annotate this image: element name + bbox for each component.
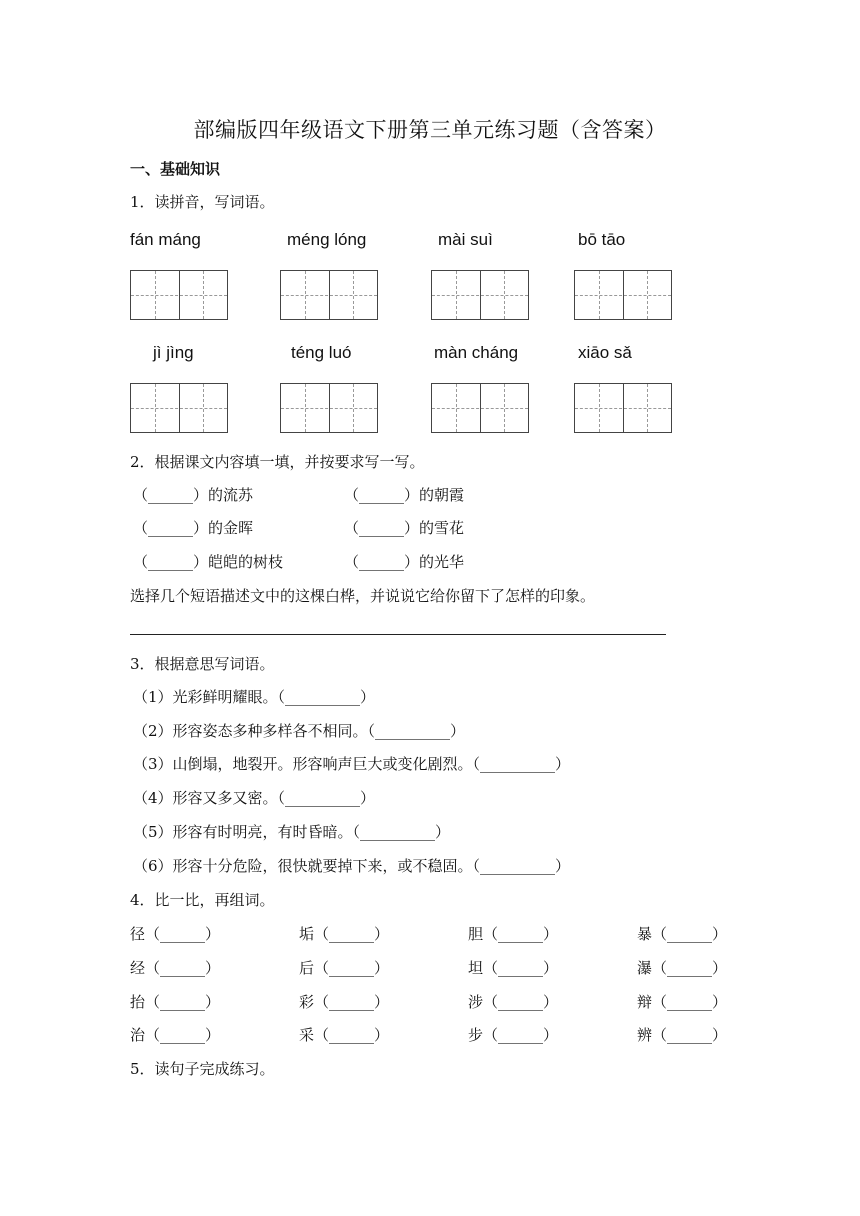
fill-blank-item[interactable]: （______）的金晖 bbox=[133, 519, 254, 537]
pinyin-label: mài suì bbox=[438, 230, 493, 249]
fill-blank-item[interactable]: （______）的光华 bbox=[344, 553, 465, 571]
word-compare-item[interactable]: 步（______） bbox=[468, 1026, 559, 1044]
word-compare-item[interactable]: 经（______） bbox=[130, 959, 221, 977]
word-compare-item[interactable]: 瀑（______） bbox=[637, 959, 728, 977]
question-5-prompt: 5．读句子完成练习。 bbox=[130, 1060, 275, 1078]
question-2-prompt: 2．根据课文内容填一填，并按要求写一写。 bbox=[130, 453, 425, 471]
definition-item[interactable]: （6）形容十分危险，很快就要掉下来，或不稳固。（__________） bbox=[133, 857, 571, 875]
section-heading: 一、基础知识 bbox=[130, 160, 221, 178]
word-compare-item[interactable]: 治（______） bbox=[130, 1026, 221, 1044]
question-3-prompt: 3．根据意思写词语。 bbox=[130, 655, 275, 673]
question-1-prompt: 1．读拼音，写词语。 bbox=[130, 193, 275, 211]
word-compare-item[interactable]: 抬（______） bbox=[130, 993, 221, 1011]
word-compare-item[interactable]: 采（______） bbox=[299, 1026, 390, 1044]
pinyin-label: xiāo sǎ bbox=[578, 343, 632, 362]
word-compare-item[interactable]: 胆（______） bbox=[468, 925, 559, 943]
word-compare-item[interactable]: 辩（______） bbox=[637, 993, 728, 1011]
word-compare-item[interactable]: 后（______） bbox=[299, 959, 390, 977]
writing-grid[interactable] bbox=[130, 270, 228, 320]
writing-grid[interactable] bbox=[574, 383, 672, 433]
pinyin-label: màn cháng bbox=[434, 343, 519, 362]
definition-item[interactable]: （3）山倒塌，地裂开。形容响声巨大或变化剧烈。（__________） bbox=[133, 755, 571, 773]
pinyin-label: téng luó bbox=[291, 343, 352, 362]
pinyin-label: méng lóng bbox=[287, 230, 367, 249]
definition-item[interactable]: （5）形容有时明亮，有时昏暗。（__________） bbox=[133, 823, 451, 841]
writing-grid[interactable] bbox=[130, 383, 228, 433]
fill-blank-item[interactable]: （______）的雪花 bbox=[344, 519, 465, 537]
word-compare-item[interactable]: 彩（______） bbox=[299, 993, 390, 1011]
question-2-instruction: 选择几个短语描述文中的这棵白桦，并说说它给你留下了怎样的印象。 bbox=[130, 587, 596, 605]
question-4-prompt: 4．比一比，再组词。 bbox=[130, 891, 275, 909]
writing-grid[interactable] bbox=[280, 383, 378, 433]
word-compare-item[interactable]: 垢（______） bbox=[299, 925, 390, 943]
fill-blank-item[interactable]: （______）皑皑的树枝 bbox=[133, 553, 284, 571]
pinyin-label: fán máng bbox=[130, 230, 201, 249]
pinyin-label: bō tāo bbox=[578, 230, 626, 249]
writing-grid[interactable] bbox=[574, 270, 672, 320]
word-compare-item[interactable]: 径（______） bbox=[130, 925, 221, 943]
word-compare-item[interactable]: 坦（______） bbox=[468, 959, 559, 977]
word-compare-item[interactable]: 辨（______） bbox=[637, 1026, 728, 1044]
word-compare-item[interactable]: 涉（______） bbox=[468, 993, 559, 1011]
definition-item[interactable]: （4）形容又多又密。（__________） bbox=[133, 789, 376, 807]
writing-grid[interactable] bbox=[280, 270, 378, 320]
page-title: 部编版四年级语文下册第三单元练习题（含答案） bbox=[193, 118, 667, 142]
definition-item[interactable]: （2）形容姿态多种多样各不相同。（__________） bbox=[133, 722, 466, 740]
definition-item[interactable]: （1）光彩鲜明耀眼。（__________） bbox=[133, 688, 376, 706]
answer-line[interactable] bbox=[130, 634, 666, 635]
word-compare-item[interactable]: 暴（______） bbox=[637, 925, 728, 943]
fill-blank-item[interactable]: （______）的朝霞 bbox=[344, 486, 465, 504]
fill-blank-item[interactable]: （______）的流苏 bbox=[133, 486, 254, 504]
pinyin-label: jì jìng bbox=[153, 343, 194, 362]
writing-grid[interactable] bbox=[431, 270, 529, 320]
writing-grid[interactable] bbox=[431, 383, 529, 433]
